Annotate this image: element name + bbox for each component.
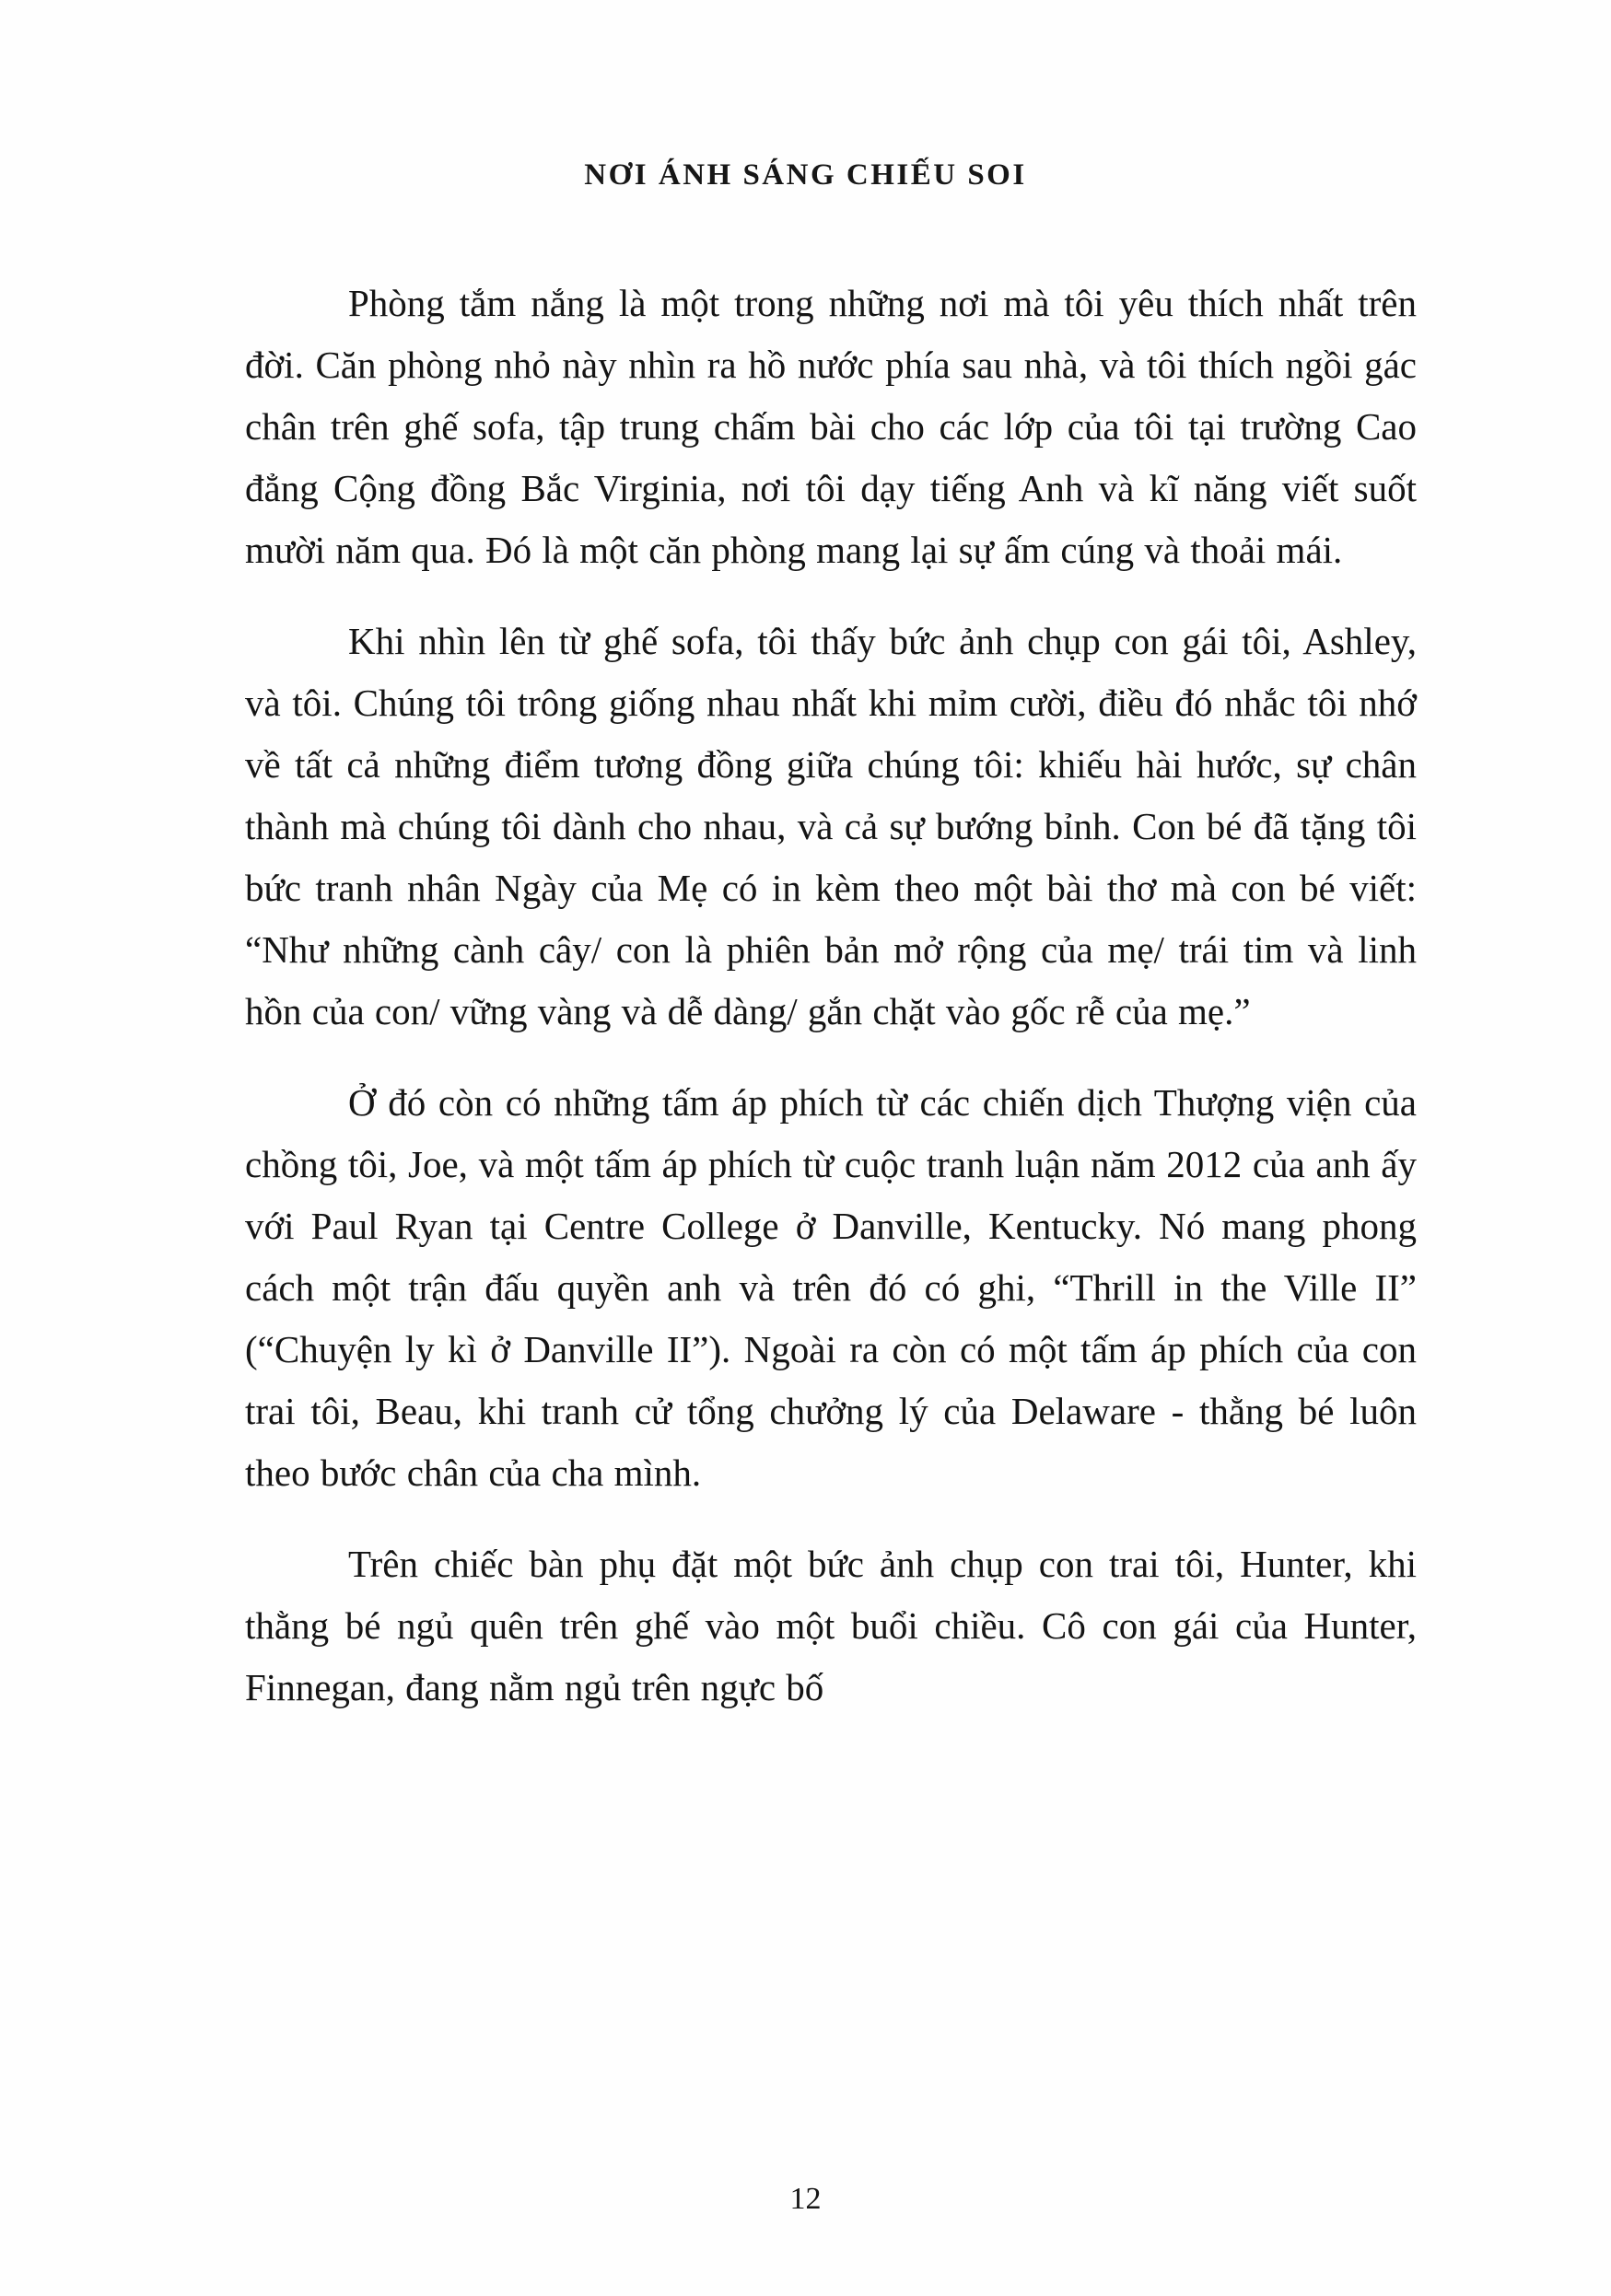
page-body [245,273,1417,1748]
paragraph-4: Trên chiếc bàn phụ đặt một bức ảnh chụp con trai tôi, Hunter, khi thằng bé ngủ quên trên ghế vào một buổi chiều. Cô con gái của Hunter, Finnegan, đang nằm ngủ trên ngực bố [245,1543,1417,1708]
page-number: 12 [789,2182,822,2216]
running-header: NƠI ÁNH SÁNG CHIẾU SOI [584,158,1027,192]
paragraph-2: Khi nhìn lên từ ghế sofa, tôi thấy bức ảnh chụp con gái tôi, Ashley, và tôi. Chúng tôi trông giống nhau nhất khi mỉm cười, điều đó nhắc tôi nhớ về tất cả những điểm tương đồng giữa chúng tôi: khiếu hài hước, sự chân thành mà chúng tôi dành cho nhau, và cả sự bướng bỉnh. Con bé đã tặng tôi bức tranh nhân Ngày của Mẹ có in kèm theo một bài thơ mà con bé viết: “Như những cành cây/ con là phiên bản mở rộng của mẹ/ trái tim và linh hồn của con/ vững vàng và dễ dàng/ gắn chặt vào gốc rễ của mẹ.” [245,620,1417,1032]
paragraph-1: Phòng tắm nắng là một trong những nơi mà tôi yêu thích nhất trên đời. Căn phòng nhỏ này nhìn ra hồ nước phía sau nhà, và tôi thích ngồi gác chân trên ghế sofa, tập trung chấm bài cho các lớp của tôi tại trường Cao đẳng Cộng đồng Bắc Virginia, nơi tôi dạy tiếng Anh và kĩ năng viết suốt mười năm qua. Đó là một căn phòng mang lại sự ấm cúng và thoải mái. [245,282,1417,571]
paragraph-3: Ở đó còn có những tấm áp phích từ các chiến dịch Thượng viện của chồng tôi, Joe, và một tấm áp phích từ cuộc tranh luận năm 2012 của anh ấy với Paul Ryan tại Centre College ở Danville, Kentucky. Nó mang phong cách một trận đấu quyền anh và trên đó có ghi, “Thrill in the Ville II” (“Chuyện ly kì ở Danville II”). Ngoài ra còn có một tấm áp phích của con trai tôi, Beau, khi tranh cử tổng chưởng lý của Delaware - thằng bé luôn theo bước chân của cha mình. [245,1081,1417,1494]
